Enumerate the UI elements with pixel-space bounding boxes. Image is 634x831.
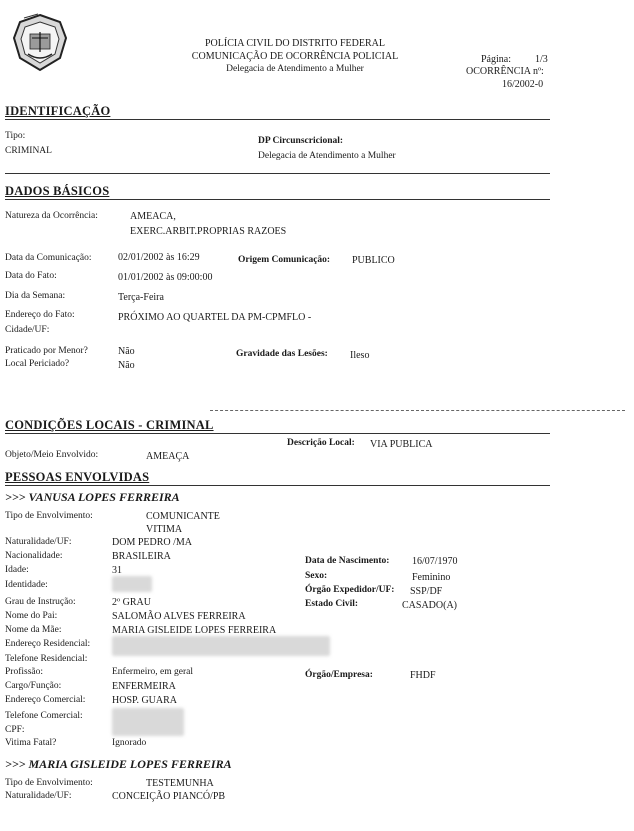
person-2-name: >>> MARIA GISLEIDE LOPES FERREIRA — [5, 757, 232, 771]
data-fato-label: Data do Fato: — [5, 271, 57, 281]
occurrence-value: 16/2002-0 — [502, 79, 544, 90]
divider — [5, 433, 550, 434]
section-dados-basicos-title: DADOS BÁSICOS — [5, 184, 110, 198]
p1-vitima-fatal-value: Ignorado — [112, 738, 147, 748]
p1-cargo-label: Cargo/Função: — [5, 681, 62, 691]
p1-estado-civil-value: CASADO(A) — [402, 600, 457, 611]
header-line-2: COMUNICAÇÃO DE OCORRÊNCIA POLICIAL — [191, 50, 399, 62]
descricao-local-value: VIA PUBLICA — [370, 439, 433, 450]
data-comunicacao-label: Data da Comunicação: — [5, 253, 92, 263]
header-line-3: Delegacia de Atendimento a Mulher — [226, 64, 364, 74]
p1-nascimento-value: 16/07/1970 — [412, 556, 458, 567]
header-line-1: POLÍCIA CIVIL DO DISTRITO FEDERAL — [205, 38, 385, 49]
redacted-telefone-cpf — [112, 708, 184, 736]
section-identificacao-title: IDENTIFICAÇÃO — [5, 104, 111, 118]
police-badge-logo — [10, 12, 70, 74]
dia-semana-value: Terça-Feira — [118, 292, 164, 303]
p1-naturalidade-value: DOM PEDRO /MA — [112, 537, 193, 548]
p1-sexo-label: Sexo: — [305, 571, 328, 581]
p1-profissao-value: Enfermeiro, em geral — [112, 667, 193, 677]
p1-mae-label: Nome da Mãe: — [5, 625, 62, 635]
p1-cargo-value: ENFERMEIRA — [112, 681, 176, 692]
p1-tipo-line-1: COMUNICANTE — [146, 511, 220, 522]
p1-telefone-comercial-label: Telefone Comercial: — [5, 711, 83, 721]
objeto-label: Objeto/Meio Envolvido: — [5, 450, 99, 460]
p1-endereco-comercial-value: HOSP. GUARA — [112, 695, 178, 706]
section-condicoes-title: CONDIÇÕES LOCAIS - CRIMINAL — [5, 418, 214, 432]
p1-orgao-empresa-label: Órgão/Empresa: — [305, 670, 373, 680]
redacted-identidade — [112, 576, 152, 592]
menor-value: Não — [118, 346, 135, 357]
data-fato-value: 01/01/2002 às 09:00:00 — [118, 272, 213, 283]
p2-naturalidade-label: Naturalidade/UF: — [5, 791, 72, 801]
dp-value: Delegacia de Atendimento a Mulher — [258, 151, 396, 161]
p2-naturalidade-value: CONCEIÇÃO PIANCÓ/PB — [112, 791, 226, 802]
person-1-name: >>> VANUSA LOPES FERREIRA — [5, 490, 180, 504]
cidade-label: Cidade/UF: — [5, 325, 50, 335]
p1-orgao-expedidor-value: SSP/DF — [410, 586, 443, 597]
p1-endereco-residencial-label: Endereço Residencial: — [5, 639, 91, 649]
p1-pai-label: Nome do Pai: — [5, 611, 58, 621]
redacted-endereco-residencial — [112, 636, 330, 656]
page-label: Página: — [481, 54, 511, 65]
p1-profissao-label: Profissão: — [5, 667, 43, 677]
endereco-fato-label: Endereço do Fato: — [5, 310, 75, 320]
gravidade-value: Ileso — [350, 350, 370, 361]
natureza-label: Natureza da Ocorrência: — [5, 211, 98, 221]
p1-idade-label: Idade: — [5, 565, 29, 575]
p1-sexo-value: Feminino — [412, 572, 451, 583]
p1-vitima-fatal-label: Vitima Fatal? — [5, 738, 57, 748]
section-pessoas-title: PESSOAS ENVOLVIDAS — [5, 470, 150, 484]
p1-idade-value: 31 — [112, 565, 122, 576]
p1-naturalidade-label: Naturalidade/UF: — [5, 537, 72, 547]
p1-estado-civil-label: Estado Civil: — [305, 599, 359, 609]
document-header — [150, 38, 440, 76]
p1-tipo-label: Tipo de Envolvimento: — [5, 511, 93, 521]
origem-label: Origem Comunicação: — [238, 255, 331, 265]
tipo-label: Tipo: — [5, 131, 26, 141]
tipo-value: CRIMINAL — [5, 146, 52, 156]
objeto-value: AMEAÇA — [146, 451, 190, 462]
endereco-fato-value: PRÓXIMO AO QUARTEL DA PM-CPMFLO - — [118, 312, 312, 323]
dp-label: DP Circunscricional: — [258, 136, 344, 146]
p1-mae-value: MARIA GISLEIDE LOPES FERREIRA — [112, 625, 277, 636]
periciado-label: Local Periciado? — [5, 359, 70, 369]
p1-nacionalidade-label: Nacionalidade: — [5, 551, 63, 561]
p1-tipo-line-2: VITIMA — [146, 524, 183, 535]
p1-orgao-empresa-value: FHDF — [410, 670, 436, 681]
origem-value: PUBLICO — [352, 255, 395, 266]
natureza-line-2: EXERC.ARBIT.PROPRIAS RAZOES — [130, 226, 287, 237]
p1-instrucao-value: 2º GRAU — [112, 597, 151, 608]
natureza-line-1: AMEACA, — [130, 211, 176, 222]
p1-nacionalidade-value: BRASILEIRA — [112, 551, 171, 562]
data-comunicacao-value: 02/01/2002 às 16:29 — [118, 252, 200, 263]
divider — [5, 485, 550, 486]
p1-instrucao-label: Grau de Instrução: — [5, 597, 76, 607]
scan-artifact-line — [210, 410, 625, 411]
p2-tipo-label: Tipo de Envolvimento: — [5, 778, 93, 788]
menor-label: Praticado por Menor? — [5, 346, 88, 356]
p1-nascimento-label: Data de Nascimento: — [305, 556, 390, 566]
p1-cpf-label: CPF: — [5, 725, 25, 735]
descricao-local-label: Descrição Local: — [287, 438, 355, 448]
p1-telefone-residencial-label: Telefone Residencial: — [5, 654, 88, 664]
divider — [5, 199, 550, 200]
occurrence-label: OCORRÊNCIA nº: — [466, 66, 544, 77]
p1-orgao-expedidor-label: Órgão Expedidor/UF: — [305, 585, 395, 595]
dia-semana-label: Dia da Semana: — [5, 291, 66, 301]
divider — [5, 119, 550, 120]
p1-identidade-label: Identidade: — [5, 580, 48, 590]
p1-pai-value: SALOMÃO ALVES FERREIRA — [112, 611, 246, 622]
periciado-value: Não — [118, 360, 135, 371]
page-value: 1/3 — [535, 54, 548, 65]
gravidade-label: Gravidade das Lesões: — [236, 349, 328, 359]
divider — [5, 173, 550, 174]
p1-endereco-comercial-label: Endereço Comercial: — [5, 695, 86, 705]
p2-tipo-value: TESTEMUNHA — [146, 778, 214, 789]
